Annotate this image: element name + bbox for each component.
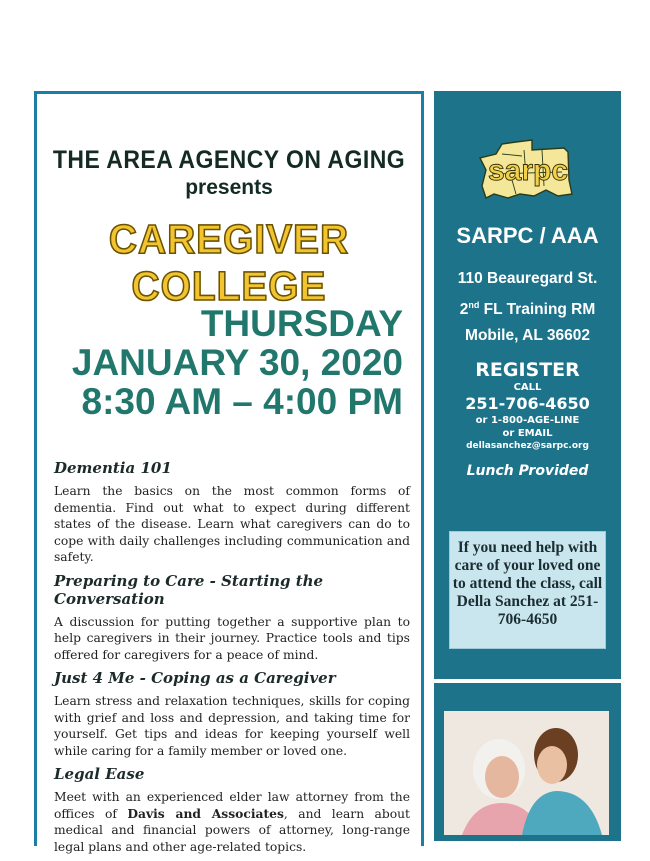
photo-panel: [434, 683, 621, 841]
address-city: Mobile, AL 36602: [465, 327, 590, 345]
organization-name: SARPC / AAA: [456, 223, 599, 248]
registration-block: [434, 359, 621, 479]
session-description-end: , and learn about medical and financial powers of attorney, long-range legal plans and other age-related topics.: [54, 806, 410, 854]
caregiver-photo: [444, 711, 609, 835]
address-block: [434, 266, 621, 349]
event-title: CAREGIVER COLLEGE: [108, 216, 350, 309]
help-callout-box: If you need help with care of your loved one to attend the class, call Della Sanchez at 251-706-4650: [449, 531, 606, 649]
logo-text: sarpc: [487, 154, 569, 187]
email-address: dellasanchez@sarpc.org: [466, 441, 589, 451]
session-title: Just 4 Me - Coping as a Caregiver: [54, 669, 336, 687]
event-date: JANUARY 30, 2020: [71, 342, 403, 383]
address-street: 110 Beauregard St.: [457, 270, 598, 287]
session-title: Dementia 101: [54, 459, 172, 477]
caregiver-photo-illustration: [444, 711, 609, 835]
session-description-start: Meet with an experienced elder law attorney from the offices of: [54, 790, 410, 821]
session-title: Legal Ease: [54, 765, 145, 783]
session-item: [54, 572, 410, 664]
alternate-phone: or 1-800-AGE-LINE: [475, 415, 580, 426]
phone-number: 251-706-4650: [465, 394, 590, 413]
address-room: 2nd FL Training RM: [459, 300, 596, 319]
session-description: Learn the basics on the most common forms of dementia. Find out what to expect during different states of the disease. Learn what caregivers can do to cope with daily challenges including communication and safety.: [54, 484, 410, 564]
event-day: THURSDAY: [200, 303, 403, 344]
register-heading: REGISTER: [475, 359, 580, 381]
sarpc-logo-map-icon: [472, 136, 584, 206]
session-description: A discussion for putting together a supportive plan to help caregivers in their journey. Practice tools and tips offered for caregivers for a peace of mind.: [54, 614, 410, 662]
law-firm-name: Davis and Associates: [127, 805, 284, 821]
lunch-note: Lunch Provided: [466, 463, 589, 479]
flyer-main-panel: [34, 91, 424, 854]
contact-sidebar: [434, 91, 621, 679]
event-date-block: [72, 304, 403, 421]
or-email-label: or EMAIL: [502, 428, 553, 439]
session-item: [54, 669, 410, 759]
presents-text: presents: [185, 176, 273, 199]
session-description: [54, 789, 410, 855]
organization-title: THE AREA AGENCY ON AGING: [52, 146, 406, 174]
session-list: [54, 459, 410, 861]
session-title: Preparing to Care - Starting the Conversation: [54, 571, 324, 608]
session-item: [54, 459, 410, 566]
session-description: Learn stress and relaxation techniques, skills for coping with grief and loss and depression, and taking time for yourself. Get tips and ideas for keeping yourself well while caring for a family member or loved one.: [54, 694, 410, 758]
event-time: 8:30 AM – 4:00 PM: [81, 381, 403, 422]
call-label: CALL: [513, 382, 542, 393]
session-item: [54, 765, 410, 855]
